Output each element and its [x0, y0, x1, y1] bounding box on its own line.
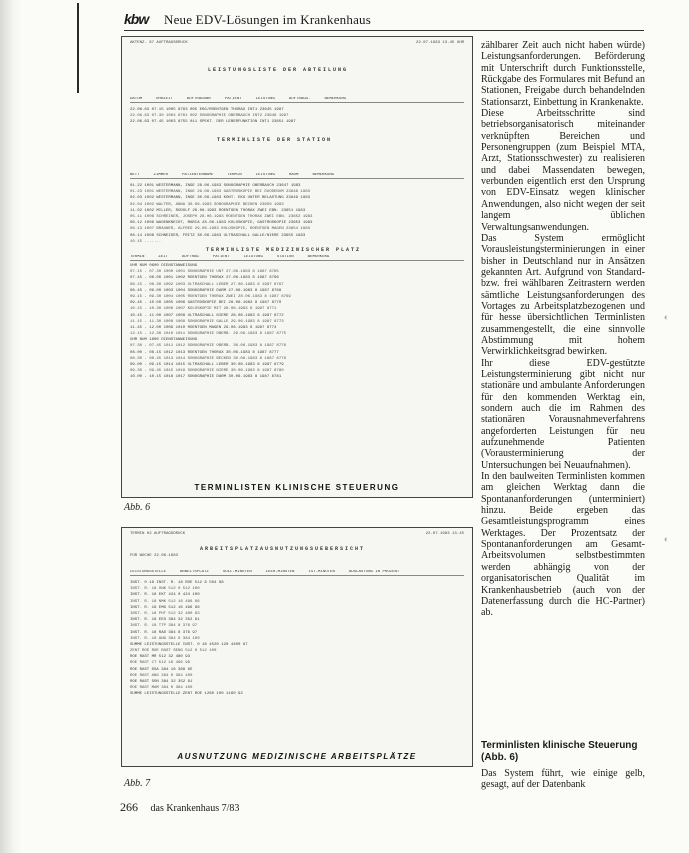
column-head: AUFTRAGG.: [288, 97, 311, 101]
printout-title: ARBEITSPLATZAUSNUTZUNGSUEBERSICHT: [200, 546, 366, 552]
printout-row: 08.45 - 09.00 1003 1004 SONOGRAPHIE DARM 27.06.1983 8 1987 8768: [130, 288, 282, 293]
printout-row: 01.22 1001 WESTERMANN, INGE 28.06.1983 SONOGRAPHIE OBERBAUCH 23647 1983: [130, 184, 301, 188]
printout-row: 06.12 1006 WAGENKNECHT, MARIA 28.06.1983 KOLOSKOPIE, GASTROSKOPIE 23653 1983: [130, 221, 313, 226]
printout-row: 08.30 - 08.45 1013 1014 SONOGRAPHIE BECKEN 30.06.1983 8 1987 8778: [130, 356, 287, 361]
column-head: LEER-MINUTEN: [265, 570, 295, 574]
column-head: PATIENT: [212, 255, 230, 259]
column-head: BEMERKUNG: [307, 255, 330, 259]
column-head: BEMERKUNG: [312, 173, 335, 177]
printout-row: 09.45 - 10.00 1005 1006 GASTROSKOPIE BEI 28.06.1983 8 1987 8770: [130, 301, 282, 306]
printout-row: 06.13 1007 BRAUNER, ALFRED 29.06.1983 KOLOSKOPIE, ROENTGEN MAGEN 23654 1983: [130, 227, 311, 232]
column-head: BETT: [130, 173, 140, 177]
printout-row: 11.02 1002 MILLER, RUDOLF 26.06.1983 ROENTGEN THORAX ZWEI EBN. 23651 1983: [130, 208, 306, 213]
column-head: ARBEITSPLATZ: [180, 570, 209, 574]
printout-row: ROE RAST CT 512 16 496 96: [130, 661, 191, 666]
printout-row: INST. R. 18 PHT 512 32 480 93: [130, 611, 200, 616]
column-head: AUSLASTUNG IN PROZENT: [348, 570, 400, 574]
printout-title-3: TERMINLISTE MEDIZINISCHER PLATZ: [206, 247, 362, 253]
printout-row: INST. 0 18 INST. R. 18 ROE 512 8 504 98: [130, 581, 224, 585]
column-head: ZIMMER: [153, 173, 169, 177]
figure-6-printout: [121, 36, 473, 498]
column-head: ZEIT: [158, 255, 169, 259]
printout-row: 11.45 - 12.00 1009 1010 ROENTGEN MAGEN 29.06.1983 8 1987 8774: [130, 325, 277, 330]
printout-row: 07.15 - 07.30 1000 1001 SONOGRAPHIE UNT 27.06.1983 8 1987 8765: [130, 270, 279, 275]
figure-7-label: Abb. 7: [124, 778, 151, 789]
figure-6-caption: TERMINLISTEN KLINISCHE STEUERUNG: [194, 483, 400, 492]
binding-hole-mark: ◐: [663, 312, 669, 322]
printout-row: ROE RAST MAM 384 0 384 100: [130, 686, 193, 691]
printout-row: 08.15 - 08.30 1002 1003 ULTRASCHALL LEBER 27.06.1983 8 1987 8767: [130, 282, 284, 287]
column-head: LEISTUNG: [255, 97, 275, 101]
printout-meta-left: AKTENZ. 67 AUFTRAGSDRUCK: [130, 41, 188, 45]
printout-row: UHR NUM 1800 DIENSTANWEISUNG: [130, 338, 198, 343]
printout-row: 10.45 - 11.00 1007 1008 ULTRASCHALL NIERE 28.06.1983 8 1987 8772: [130, 313, 284, 318]
printout-row: 09.30 - 09.45 1015 1016 SONOGRAPHIE NIERE 30.06.1983 8 1987 8780: [130, 369, 284, 374]
article-column: [481, 40, 645, 619]
column-head: LEISTUNG: [243, 255, 263, 259]
printout-row: 08.00 - 08.15 1012 1013 ROENTGEN THORAX 30.06.1983 8 1987 8777: [130, 350, 279, 355]
column-head: AUFTRAGSNR: [186, 97, 211, 101]
printout-meta-right: 22.07.1983 13.45: [425, 532, 464, 536]
printout-row: ZENT ROE ROE RAST SENG 512 0 512 100: [130, 649, 217, 654]
article-paragraph: Das System ermöglicht Vorausleistungsterminierungen in einer bisher in Deutschland nur in Ansätzen gekannten Art. Aufgrund von Standard- bzw. frei wählbaren Zeitrastern werden sämtliche Leistungsanforderungen des Vortages zu Arbeitsplatzbezogenen und für hesse übersichtlichen Terminlisten zusammengestellt, die eine sinnvolle Abstimmung mit hohem Verwirklichkeitsgrad bewirken.: [481, 232, 645, 358]
printout-rows: [130, 580, 464, 698]
printout-rows-1: [130, 107, 464, 126]
section-heading: Terminlisten klinische Steuerung (Abb. 6): [481, 740, 638, 763]
column-head: TERMIN: [227, 173, 242, 177]
figure-6-label: Abb. 6: [124, 502, 151, 513]
printout-row: ROE RAST SON 384 32 352 91: [130, 680, 193, 684]
margin-mark: [77, 3, 79, 93]
article-paragraph: In den baulweiten Terminlisten kommen am gleichen Werktag dann die Spontananforderungen (unterminiert) hinzu. Beide ergeben das Gesamtleistungsprogramm eines Werktages. Der Prozentsatz der Spontananforderungen am Gesamt-Arbeitsvolumen selbstbestimmten werden abhängig von der organisatorischen Qualität im Krankenhausbetrieb (auch von der Datenerfassung durch die HC-Partner) ab.: [481, 471, 645, 619]
printout-row: 22.06.83 07.15 1005 8763 005 EKG/ROENTGEN THORAX INT1 23645 1987: [130, 108, 284, 112]
page-footer: [120, 800, 239, 815]
figure-7-caption: AUSNUTZUNG MEDIZINISCHE ARBEITSPLÄTZE: [177, 752, 417, 761]
column-head: RAUM: [288, 173, 299, 177]
column-head: AUFTRAG: [182, 255, 199, 259]
printout-row: INST. R. 18 ONK 512 0 512 100: [130, 587, 200, 592]
section-text: Das System führt, wie einige gelb, gesagt, auf der Datenbank: [481, 768, 645, 791]
header-title: Neue EDV-Lösungen im Krankenhaus: [164, 12, 372, 27]
printout-subtitle: FÜR WOCHE 22.06.1983: [130, 554, 179, 558]
article-paragraph: Diese Arbeitsschritte sind betriebsorganisatorisch miteinander verknüpften Bereichen und Personengruppen (zum Beispiel MTA, Arzt, Stationsschwester) zu realisieren und dabei Massendaten bewegen, verbunden eigentlich erst den Ursprung von EDV-Einsatz wegen klinischer Anwendungen, also nicht wegen der seit langem üblichen Verwaltungsanwendungen.: [481, 108, 645, 233]
printout-row: SUMME LEISTUNGSSTELLE INST. 0 18 4520 120 4400 97: [130, 642, 248, 647]
journal-logo: kbw: [124, 11, 149, 27]
printout-row: UHR NUM 0600 DIENSTANWEISUNG: [130, 264, 198, 268]
printout-rows-2: [130, 183, 464, 245]
printout-row: 02.03 1002 WESTERMANN, INGE 30.06.1983 KONT. EKG UNTER BELASTUNG 23649 1983: [130, 196, 311, 201]
printout-row: 10.15 .......: [130, 239, 162, 244]
binding-hole-mark: ◐: [663, 534, 669, 544]
footer-source: das Krankenhaus 7/83: [150, 803, 240, 814]
column-head: LEISTUNGSSTELLE: [130, 570, 167, 574]
printout-row: 07.30 - 07.45 1011 1012 SONOGRAPHIE OBERB. 30.06.1983 8 1987 8776: [130, 344, 287, 349]
printout-row: ROE RAST ANG 384 0 384 100: [130, 673, 193, 678]
printout-column-heads-2: [130, 173, 464, 179]
printout-row: 07.45 - 08.00 1001 1002 ROENTGEN THORAX 27.06.1983 8 1987 8766: [130, 276, 279, 281]
printout-row: 02.04 1002 WALTER, ANNA 30.06.1983 SONOGRAPHIE BECKEN 23650 1983: [130, 202, 284, 207]
printout-column-heads: [130, 570, 464, 576]
column-head: UHRZEIT: [156, 97, 173, 101]
column-head: PATIENT: [224, 97, 242, 101]
column-head: TERMIN: [130, 255, 145, 259]
printout-row: INST. R. 18 EEG 384 32 352 91: [130, 618, 200, 623]
printout-meta-left: TERMIN 02 AUFTRAGSDRUCK: [130, 532, 186, 536]
printout-row: 01.23 1001 WESTERMANN, INGE 29.06.1983 GASTROSKOPIE BEI DUODENUM 23648 1983: [130, 190, 311, 195]
column-head: BEMERKUNG: [324, 97, 347, 101]
printout-row: 22.06.83 07.45 1003 8755 011 SPEKT. DER LEBERFUNKTION INT1 23651 1987: [130, 120, 296, 125]
printout-row: INST. R. 18 EMG 512 16 496 96: [130, 605, 200, 610]
column-head: SOLL-MINUTEN: [222, 570, 252, 574]
page-number: 266: [120, 800, 138, 814]
printout-title-2: TERMINLISTE DER STATION: [217, 137, 333, 143]
printout-column-heads-3: [130, 255, 464, 261]
printout-row: 12.15 - 12.30 1010 1011 SONOGRAPHIE OBERB. 29.06.1983 8 1987 8775: [130, 332, 287, 337]
printout-row: INST. R. 18 TTP 384 8 376 97: [130, 624, 198, 629]
printout-row: 10.00 - 10.15 1016 1017 SONOGRAPHIE DARM 30.06.1983 8 1987 8781: [130, 375, 282, 380]
printout-row: 22.06.83 07.30 1004 8761 002 SONOGRAPHIE OBERBAUCH INT2 23648 1987: [130, 114, 289, 119]
header-rule: [124, 30, 644, 31]
printout-column-heads-1: [130, 97, 464, 103]
column-head: IST-MINUTEN: [308, 570, 335, 574]
printout-rows-3: [130, 263, 464, 381]
printout-title-1: LEISTUNGSLISTE DER ABTEILUNG: [208, 67, 349, 73]
column-head: DATUM: [130, 97, 143, 101]
column-head: PATIENTENNAME: [182, 173, 214, 177]
printout-row: INST. R. 18 NMK 512 16 496 96: [130, 599, 200, 604]
column-head: STATION: [276, 255, 294, 259]
article-paragraph: zählbarer Zeit auch nicht haben würde) Leistungsanforderungen. Beförderung mit Unterschrift durch Funktionsstelle, Rückgabe des Formulares mit Befund an Stationen, Freigabe durch behandelnden Stationsarzt, Einbettung in Krankenakte.: [481, 40, 645, 108]
article-paragraph: Ihr diese EDV-gestützte Leistungsterminierung gibt nicht nur stationäre und ambulante Anforderungen für den kommenden Werktag ein, sondern auch die im Rahmen des stationären Vorausnahmeverfahrens angeforderten Leistungen für neu aufzunehmende Patienten (Vorausterminierung der Untersuchungen bei Neuaufnahmen).: [481, 357, 645, 471]
figure-7-printout: [121, 527, 473, 767]
printout-row: INST. R. 18 ANG 384 0 384 100: [130, 636, 200, 641]
printout-row: 09.15 - 09.30 1004 1005 ROENTGEN THORAX ZWEI 28.06.1983 8 1987 8769: [130, 294, 291, 299]
column-head: LEISTUNG: [255, 173, 275, 177]
book-spine-shadow: [0, 0, 22, 853]
printout-meta-right: 22.07.1983 13.45 UHR: [415, 41, 464, 45]
printout-row: INST. R. 18 EKT 424 0 424 100: [130, 593, 200, 598]
printout-row: ROE RAST DSA 384 16 368 95: [130, 667, 193, 672]
printout-row: 05.11 1006 SCHREINER, JOSEPH 28.06.1983 ROENTGEN THORAX ZWEI EBN. 23652 1983: [130, 214, 313, 219]
printout-row: INST. R. 18 RAD 384 8 376 97: [130, 630, 198, 635]
printout-row: 08.14 1008 SCHNEIDER, FRITZ 30.06.1983 ULTRASCHALL GALLE/NIERE 23655 1983: [130, 233, 306, 238]
printout-row: 09.00 - 09.15 1014 1015 ULTRASCHALL LEBER 30.06.1983 8 1987 8779: [130, 363, 284, 367]
printout-row: ROE RAST MR 512 32 480 93: [130, 655, 191, 660]
printout-row: SUMME LEISTUNGSSTELLE ZENT ROE 1260 100 1160 92: [130, 692, 243, 697]
printout-row: 10.15 - 10.30 1006 1007 KOLOSKOPIE MIT 28.06.1983 8 1987 8771: [130, 307, 277, 312]
printout-row: 11.15 - 11.30 1008 1009 SONOGRAPHIE GALLE 29.06.1983 8 1987 8773: [130, 319, 284, 324]
